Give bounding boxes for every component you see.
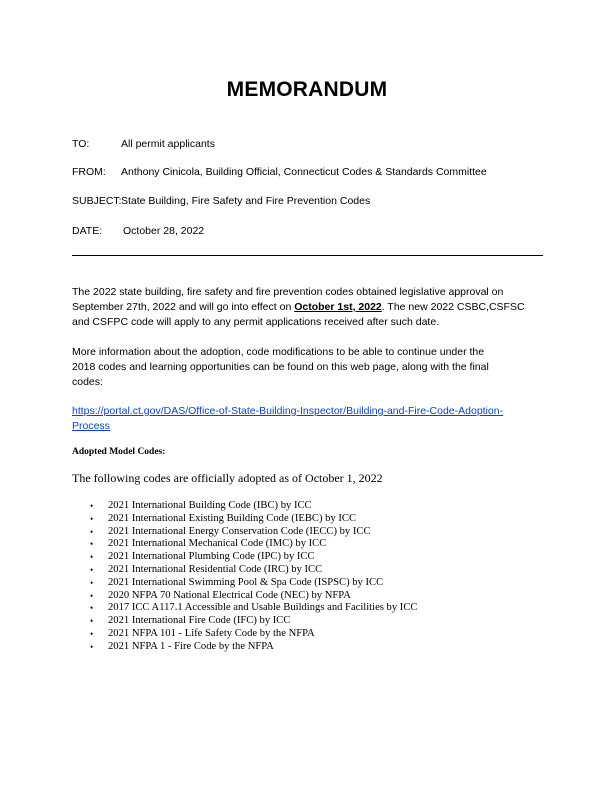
code-list-item [90,538,417,551]
bullet-icon: • [90,577,94,588]
code-list-item [90,526,417,539]
header-to-row [72,138,215,150]
header-subject-value: State Building, Fire Safety and Fire Prevention Codes [121,195,371,207]
bullet-icon: • [90,552,94,563]
paragraph-line: codes: [72,376,103,388]
bullet-icon: • [90,501,94,511]
code-list-item [90,513,417,526]
paragraph-line: The 2022 state building, fire safety and fire prevention codes obtained legislative approval on [72,286,504,298]
code-list-item [90,500,417,513]
code-name: 2020 NFPA 70 National Electrical Code (NEC) by NFPA [108,589,351,601]
code-list-item [90,641,417,654]
header-date-row [72,225,205,237]
header-to-label: TO: [72,138,90,150]
paragraph-line: More information about the adoption, code modifications to be able to continue under the [72,346,485,358]
paragraph-line: 2018 codes and learning opportunities can be found on this web page, along with the final [72,361,489,373]
bullet-icon: • [90,641,94,652]
header-from-label: FROM: [72,166,106,178]
header-subject-label: SUBJECT: [72,195,122,207]
header-date-label: DATE: [72,225,103,237]
code-adoption-link[interactable] [72,404,503,434]
adopted-codes-list [90,500,417,654]
bullet-icon: • [90,526,94,537]
header-to-value: All permit applicants [121,138,215,150]
code-name: 2021 International Plumbing Code (IPC) by ICC [108,551,315,563]
code-list-item [90,577,417,590]
code-name: 2017 ICC A117.1 Accessible and Usable Buildings and Facilities by ICC [108,602,418,614]
header-divider [72,255,543,256]
code-name: 2021 International Fire Code (IFC) by ICC [108,615,291,627]
code-name: 2021 International Residential Code (IRC) by ICC [108,563,323,575]
header-from-row [72,166,487,178]
code-list-item [90,602,417,615]
bullet-icon: • [90,616,94,627]
paragraph-more-info [72,345,547,390]
code-name: 2021 International Existing Building Code (IEBC) by ICC [108,512,357,524]
bullet-icon: • [90,628,94,639]
bullet-icon: • [90,539,94,550]
bullet-icon: • [90,590,94,601]
code-name: 2021 International Mechanical Code (IMC) by ICC [108,538,327,550]
paragraph-line [72,300,547,315]
paragraph-line: and CSFPC code will apply to any permit applications received after such date. [72,316,440,328]
paragraph-text: September 27th, 2022 and will go into effect on [72,301,295,313]
header-subject-row [72,195,371,207]
paragraph-effective-date [72,285,547,330]
code-name: 2021 International Building Code (IBC) by ICC [108,500,312,511]
code-name: 2021 NFPA 1 - Fire Code by the NFPA [108,640,274,652]
code-list-item [90,551,417,564]
effective-date-emphasis: October 1st, 2022 [294,301,382,313]
code-list-item [90,564,417,577]
code-name: 2021 International Swimming Pool & Spa Code (ISPSC) by ICC [108,576,384,588]
adopted-codes-intro: The following codes are officially adopted as of October 1, 2022 [72,471,383,485]
link-line[interactable]: https://portal.ct.gov/DAS/Office-of-State-Building-Inspector/Building-and-Fire-Code-Adoption- [72,405,504,417]
code-list-item [90,590,417,603]
header-from-value: Anthony Cinicola, Building Official, Connecticut Codes & Standards Committee [121,166,487,178]
bullet-icon: • [90,513,94,524]
link-line[interactable]: Process [72,420,110,432]
header-date-value: October 28, 2022 [123,225,205,237]
bullet-icon: • [90,564,94,575]
code-name: 2021 International Energy Conservation Code (IECC) by ICC [108,525,371,537]
code-list-item [90,615,417,628]
paragraph-text: . The new 2022 CSBC,CSFSC [381,301,525,313]
adopted-codes-heading: Adopted Model Codes: [72,447,166,457]
code-name: 2021 NFPA 101 - Life Safety Code by the NFPA [108,627,315,639]
bullet-icon: • [90,603,94,614]
code-list-item [90,628,417,641]
memo-title: MEMORANDUM [226,78,388,101]
